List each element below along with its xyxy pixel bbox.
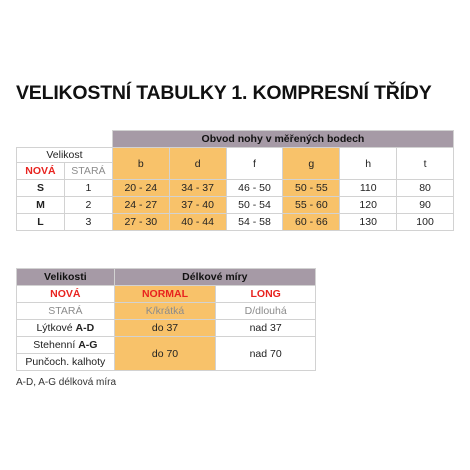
value-t: 100 xyxy=(397,214,454,231)
column-header-d: d xyxy=(169,148,226,180)
table-header: Obvod nohy v měřených bodech xyxy=(112,131,453,148)
table-corner xyxy=(17,131,113,148)
column-header-t: t xyxy=(397,148,454,180)
calf-long: nad 37 xyxy=(216,320,316,337)
value-g: 60 - 66 xyxy=(283,214,340,231)
old-size: 3 xyxy=(64,214,112,231)
sizes-header: Velikosti xyxy=(17,269,115,286)
new-size-label: NOVÁ xyxy=(17,163,65,180)
value-g: 50 - 55 xyxy=(283,180,340,197)
short-label: K/krátká xyxy=(114,303,216,320)
value-f: 54 - 58 xyxy=(226,214,283,231)
value-b: 27 - 30 xyxy=(112,214,169,231)
circumference-size-table xyxy=(16,130,454,231)
value-b: 24 - 27 xyxy=(112,197,169,214)
thigh-label: Stehenní A-G xyxy=(17,337,115,354)
calf-label: Lýtkové A-D xyxy=(17,320,115,337)
value-f: 46 - 50 xyxy=(226,180,283,197)
old-size-label: STARÁ xyxy=(17,303,115,320)
old-size: 2 xyxy=(64,197,112,214)
value-t: 80 xyxy=(397,180,454,197)
value-f: 50 - 54 xyxy=(226,197,283,214)
length-header: Délkové míry xyxy=(114,269,315,286)
old-size: 1 xyxy=(64,180,112,197)
footnote: A-D, A-G délková míra xyxy=(16,377,117,388)
normal-label: NORMAL xyxy=(114,286,216,303)
value-b: 20 - 24 xyxy=(112,180,169,197)
size-label: Velikost xyxy=(17,148,113,163)
long-label: LONG xyxy=(216,286,316,303)
new-size: L xyxy=(17,214,65,231)
column-header-f: f xyxy=(226,148,283,180)
table-row xyxy=(17,214,454,231)
page-title: VELIKOSTNÍ TABULKY 1. KOMPRESNÍ TŘÍDY xyxy=(16,82,432,104)
tights-label: Punčoch. kalhoty xyxy=(17,354,115,371)
column-header-h: h xyxy=(340,148,397,180)
column-header-g: g xyxy=(283,148,340,180)
table-row xyxy=(17,197,454,214)
calf-normal: do 37 xyxy=(114,320,216,337)
thigh-normal: do 70 xyxy=(114,337,216,371)
new-size-label: NOVÁ xyxy=(17,286,115,303)
length-size-table xyxy=(16,268,316,371)
value-g: 55 - 60 xyxy=(283,197,340,214)
long-old-label: D/dlouhá xyxy=(216,303,316,320)
new-size: S xyxy=(17,180,65,197)
value-h: 120 xyxy=(340,197,397,214)
table-row xyxy=(17,320,316,337)
value-d: 34 - 37 xyxy=(169,180,226,197)
value-d: 37 - 40 xyxy=(169,197,226,214)
old-size-label: STARÁ xyxy=(64,163,112,180)
thigh-long: nad 70 xyxy=(216,337,316,371)
table-row xyxy=(17,180,454,197)
value-t: 90 xyxy=(397,197,454,214)
column-header-b: b xyxy=(112,148,169,180)
table-row xyxy=(17,337,316,354)
value-h: 130 xyxy=(340,214,397,231)
value-d: 40 - 44 xyxy=(169,214,226,231)
new-size: M xyxy=(17,197,65,214)
value-h: 110 xyxy=(340,180,397,197)
